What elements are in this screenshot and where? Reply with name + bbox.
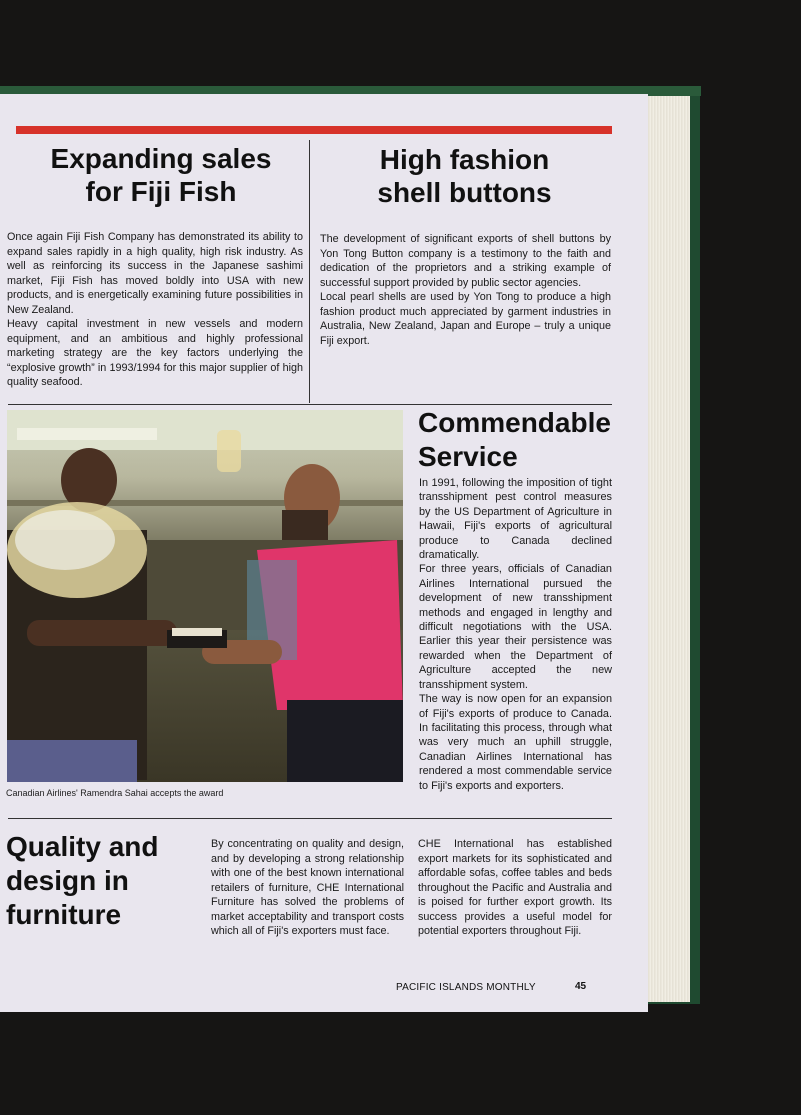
buttons-paragraph-2: Local pearl shells are used by Yon Tong to produce a high fashion product much appreciated by garment industries in Australia, New Zealand, Japan and Europe – truly a unique Fiji export. <box>320 291 611 347</box>
service-title-line2: Service <box>418 441 518 472</box>
furniture-paragraph-1: By concentrating on quality and design, and by developing a strong relationship with one of the best known international retailers of furniture, CHE International Furniture has solved the problems of market acceptability and transport costs which all of Fiji's exporters must face. <box>211 838 404 937</box>
furniture-title-line1: Quality and <box>6 831 159 862</box>
service-paragraph-2: For three years, officials of Canadian Airlines International pursued the development of new transshipment methods and engaged in lengthy and difficult negotiations with the USA. Earlier this year their persistence was rewarded when the Department of Agriculture accepted the new transshipment system. <box>419 563 612 691</box>
buttons-title-line2: shell buttons <box>377 177 552 208</box>
fish-paragraph-1: Once again Fiji Fish Company has demonstrated its ability to expand sales rapidly in a high quality, high risk industry. As well as reinforcing its success in the Japanese sashimi market, Fiji Fish has moved boldly into USA with new products, and is energetically examining future possibilities in New Zealand. <box>7 231 303 316</box>
buttons-title-line1: High fashion <box>379 144 550 175</box>
award-photo <box>7 410 403 782</box>
furniture-article-title <box>6 830 206 932</box>
red-accent-bar <box>16 126 612 134</box>
furniture-column-2 <box>418 837 612 939</box>
fish-paragraph-2: Heavy capital investment in new vessels and modern equipment, and an ambitious and highly professional marketing strategy are the key factors underlying the “explosive growth” in 1993/1994 for this major supplier of high quality seafood. <box>7 318 303 388</box>
fish-article-title <box>16 142 306 208</box>
buttons-article-body <box>320 232 611 348</box>
photo-caption: Canadian Airlines' Ramendra Sahai accepts the award <box>6 788 224 798</box>
furniture-column-1 <box>211 837 404 939</box>
page-number: 45 <box>575 981 587 992</box>
fish-title-line2: for Fiji Fish <box>85 176 237 207</box>
section-divider-bottom <box>8 818 612 819</box>
service-paragraph-1: In 1991, following the imposition of tight transshipment pest control measures by the US Department of Agriculture in Hawaii, Fiji's exports of agricultural produce to Canada declined dramatically. <box>419 477 612 562</box>
furniture-title-line2: design in <box>6 865 129 896</box>
furniture-paragraph-2: CHE International has established export markets for its sophisticated and affordable sofas, coffee tables and beds throughout the Pacific and Australia and is poised for further export growth. Its success provides a useful model for potential exporters throughout Fiji. <box>418 838 612 937</box>
service-article-body <box>419 476 612 793</box>
furniture-title-line3: furniture <box>6 899 122 930</box>
award-photo-illustration <box>7 410 403 782</box>
column-divider <box>309 140 310 403</box>
section-divider-middle <box>8 404 612 405</box>
service-article-title <box>418 406 618 474</box>
service-title-line1: Commendable <box>418 407 611 438</box>
buttons-paragraph-1: The development of significant exports of shell buttons by Yon Tong Button company is a testimony to the faith and dedication of the proprietors and a striking example of successful support provided by public sector agencies. <box>320 233 611 289</box>
fish-title-line1: Expanding sales <box>50 143 272 174</box>
fish-article-body <box>7 230 303 390</box>
service-paragraph-3: The way is now open for an expansion of Fiji's exports of produce to Canada. In facilitating this process, through what was very much an uphill struggle, Canadian Airlines International has rendered a most commendable service to Fiji's exports and exporters. <box>419 693 612 792</box>
buttons-article-title <box>312 143 617 209</box>
publication-name: PACIFIC ISLANDS MONTHLY <box>396 982 536 993</box>
